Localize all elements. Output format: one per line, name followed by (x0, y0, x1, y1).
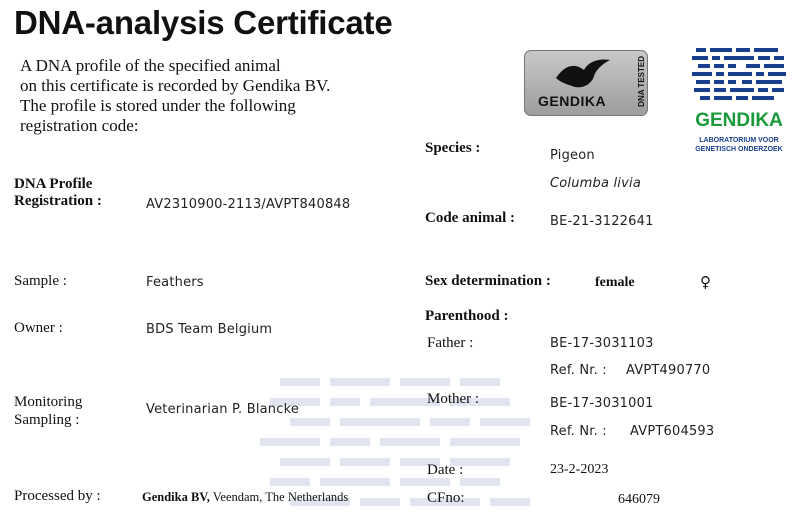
sampling-label: Sampling : (14, 412, 80, 428)
species-label: Species : (425, 140, 481, 156)
species-latin: Columba livia (550, 176, 641, 191)
monitoring-label: Monitoring (14, 394, 83, 410)
seal-brand: GENDIKA (538, 93, 607, 109)
processed-company: Gendika BV, (142, 490, 210, 504)
dna-tested-seal (524, 50, 648, 116)
parenthood-label: Parenthood : (425, 308, 509, 324)
owner-value: BDS Team Belgium (146, 322, 273, 337)
logo-subtitle: LABORATORIUM VOOR GENETISCH ONDERZOEK (695, 137, 783, 153)
father-value: BE-17-3031103 (550, 336, 654, 351)
intro-text: A DNA profile of the specified animal on this certificate is recorded by Gendika BV. The profile is stored under the following registration code: (20, 56, 331, 135)
father-ref-value: AVPT490770 (626, 363, 711, 378)
mother-value: BE-17-3031001 (550, 396, 654, 411)
processed-location: Veendam, The Netherlands (209, 490, 349, 504)
dna-profile-label: DNA Profile (14, 176, 93, 192)
date-label: Date : (427, 462, 464, 478)
mother-ref-value: AVPT604593 (630, 424, 715, 439)
certificate-title: DNA-analysis Certificate (14, 4, 393, 41)
cfno-value: 646079 (618, 492, 660, 507)
sex-value: female (595, 275, 635, 290)
registration-value: AV2310900-2113/AVPT840848 (146, 197, 351, 212)
sample-value: Feathers (146, 275, 204, 290)
code-animal-value: BE-21-3122641 (550, 214, 654, 229)
sample-label: Sample : (14, 273, 67, 289)
species-value: Pigeon (550, 148, 595, 163)
gendika-logo (690, 46, 790, 166)
registration-label: Registration : (14, 193, 102, 209)
processed-value (142, 490, 348, 505)
code-animal-label: Code animal : (425, 210, 515, 226)
gendika-logo-icon (692, 46, 788, 108)
pigeon-icon (554, 56, 612, 92)
owner-label: Owner : (14, 320, 63, 336)
father-label: Father : (427, 335, 474, 351)
mother-ref-label: Ref. Nr. : (550, 424, 607, 439)
processed-label: Processed by : (14, 488, 101, 504)
female-symbol-icon: ♀ (700, 273, 711, 291)
date-value: 23-2-2023 (550, 462, 609, 477)
seal-side-text: DNA TESTED (637, 56, 646, 107)
sex-determination-label: Sex determination : (425, 273, 551, 289)
monitoring-value: Veterinarian P. Blancke (146, 402, 300, 417)
cfno-label: CFno: (427, 490, 465, 506)
mother-label: Mother : (427, 391, 480, 407)
logo-name: GENDIKA (695, 110, 783, 131)
father-ref-label: Ref. Nr. : (550, 363, 607, 378)
